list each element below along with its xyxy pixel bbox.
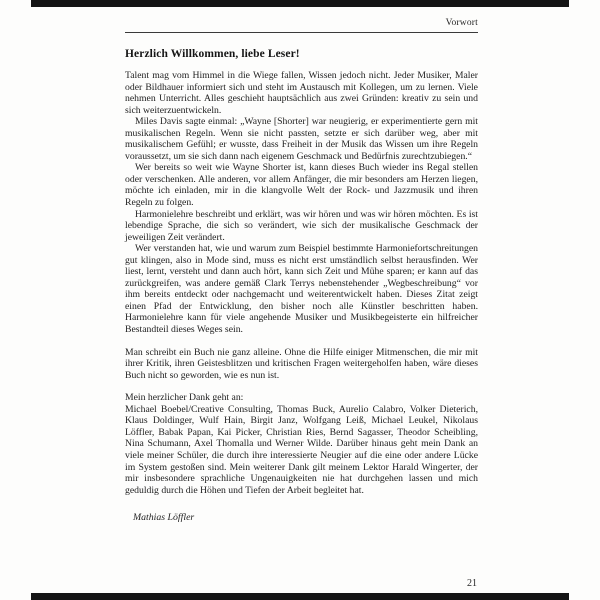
header-label: Vorwort bbox=[445, 18, 478, 28]
body-text bbox=[125, 70, 478, 496]
paragraph-dank-namen: Michael Boebel/Creative Consulting, Thomas Buck, Aurelio Calabro, Volker Dieterich, Klaus Doldinger, Wulf Hain, Birgit Janz, Wolfgang Leiß, Michael Leukel, Nikolaus Löffler, Babak Papan, Kai Picker, Christian Ries, Bernd Sagasser, Theodor Scheibling, Nina Schumann, Axel Thomalla und Werner Wilde. Darüber hinaus geht mein Dank an viele meiner Schüler, die durch ihre interessierte Neugier auf die eine oder andere Lücke im System gestoßen sind. Mein weiterer Dank gilt meinem Lektor Harald Wingerter, der mir insbesondere sprachliche Ungenauigkeiten nie hat durchgehen lassen und mich geduldig durch die Höhen und Tiefen der Arbeit begleitet hat. bbox=[125, 403, 478, 496]
paragraph-miles-davis: Miles Davis sagte einmal: „Wayne [Shorter] war neugierig, er experimentierte gern mit musikalischen Regeln. Wenn sie nicht passten, setzte er sich darüber weg, aber mit musikalischem Gefühl; er wusste, dass Freiheit in der Musik das Wissen um ihre Regeln voraussetzt, um sie sich dann nach eigenem Geschmack und Bedürfnis zurechtzubiegen.“ bbox=[125, 116, 478, 162]
page-content bbox=[125, 18, 478, 600]
paragraph-shorter: Wer bereits so weit wie Wayne Shorter ist, kann dieses Buch wieder ins Regal stellen oder verschenken. Alle anderen, vor allem Anfänger, die mir besonders am Herzen liegen, möchte ich einladen, mir in die klangvolle Welt der Rock- und Jazzmusik und ihren Regeln zu folgen. bbox=[125, 162, 478, 209]
bottom-edge-bar bbox=[31, 593, 569, 600]
page-title: Herzlich Willkommen, liebe Leser! bbox=[125, 48, 300, 60]
top-edge-bar bbox=[31, 0, 569, 7]
page-number: 21 bbox=[467, 578, 477, 589]
header-rule bbox=[125, 32, 478, 33]
paragraph-verstanden: Wer verstanden hat, wie und warum zum Beispiel bestimmte Harmoniefortschreitungen gut klingen, also in Mode sind, muss es nicht erst umständlich selbst herausfinden. Wer liest, lernt, versteht und dann auch hört, kann sich Zeit und Mühe sparen; er kann auf das zurückgreifen, was andere gemäß Clark Terrys nebenstehender „Wegbeschreibung“ vor ihm bereits entdeckt oder nachgemacht und weiterentwickelt haben. Dieses Zitat zeigt einen Pfad der Entwicklung, den bisher noch alle Künstler beschritten haben. Harmonielehre kann für viele angehende Musiker und Musikbegeisterte ein hilfreicher Bestandteil dieses Weges sein. bbox=[125, 243, 478, 336]
paragraph-danksagung-intro: Man schreibt ein Buch nie ganz alleine. Ohne die Hilfe einiger Mitmenschen, die mir mit ihrer Kritik, ihren Geistesblitzen und kritischen Fragen weitergeholfen haben, wäre dieses Buch nicht so geworden, wie es nun ist. bbox=[125, 346, 478, 381]
paragraph-dank-header: Mein herzlicher Dank geht an: bbox=[125, 392, 244, 404]
paragraph-harmonielehre: Harmonielehre beschreibt und erklärt, was wir hören und was wir hören möchten. Es ist lebendige Sprache, die sich so verändert, wie sich der musikalische Geschmack der jeweiligen Zeit verändert. bbox=[125, 208, 478, 243]
paragraph-intro: Talent mag vom Himmel in die Wiege fallen, Wissen jedoch nicht. Jeder Musiker, Maler oder Bildhauer informiert sich und steht im Austausch mit Kollegen, um zu lernen. Viele nehmen Unterricht. Alles geschieht hauptsächlich aus zwei Gründen: kreativ zu sein und sich weiterzuentwickeln. bbox=[125, 70, 478, 116]
page-header bbox=[125, 18, 478, 28]
signature: Mathias Löffler bbox=[133, 512, 195, 524]
